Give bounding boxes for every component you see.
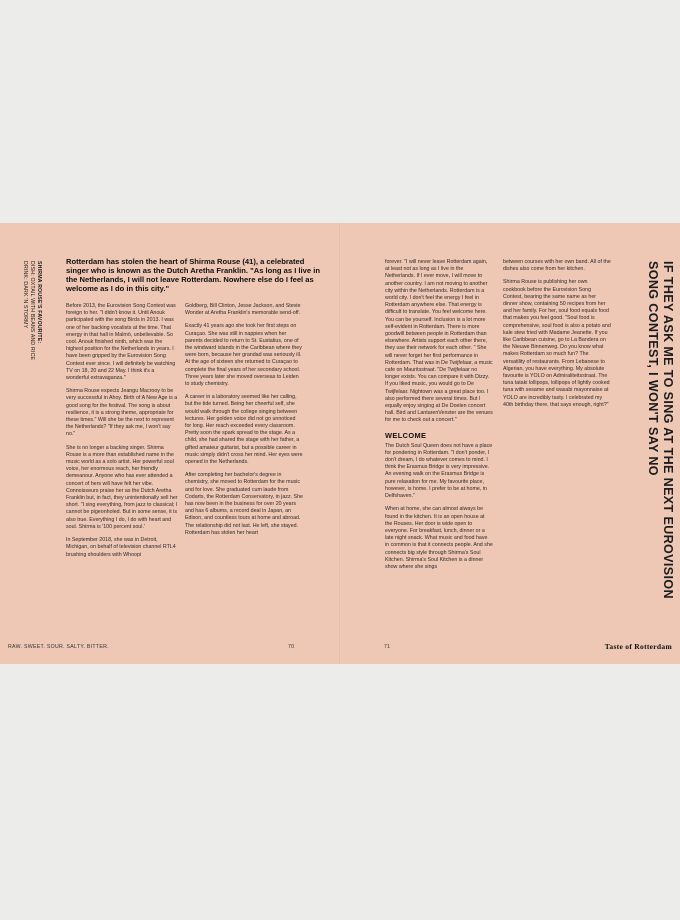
- brand-logo: Taste of Rotterdam: [604, 642, 672, 651]
- favourites-title: SHIRMA ROUSE'S FAVOURITE:: [36, 261, 42, 344]
- page-gutter: [339, 223, 341, 664]
- paragraph: After completing her bachelor's degree in chemistry, she moved to Rotterdam for the music and for love. She graduated cum laude from Codarts, the Rotterdam Conservatory, in jazz. She has now been in the business for over 20 years and has 6 albums, a record deal in Japan, an Edison, and countless tours at home and abroad. The relationship did not last. He left, she stayed. Rotterdam has stolen her heart: [185, 472, 303, 536]
- magazine-spread: [0, 223, 680, 664]
- paragraph: The Dutch Soul Queen does not have a place for pondering in Rotterdam. "I don't ponder, I don't dream, I do whatever comes to mind. I think the Erasmus Bridge is very impressive. An evening walk on the Erasmus Bridge is pure relaxation for me. My favourite place, however, is home. I prefer to be at home, in Delfshaven.": [385, 442, 493, 500]
- headline-text: IF THEY ASK ME TO SING AT THE NEXT EUROVISION SONG CONTEST, I WON'T SAY NO: [646, 261, 675, 599]
- article-column-2: [185, 303, 303, 543]
- page-number-left: 70: [288, 644, 295, 650]
- favourites-sidebar: [6, 261, 42, 591]
- paragraph: A career in a laboratory seemed like her calling, but the tide turned. Being her cheerful self, she would walk through the college singing between lectures. Her golden voice did not go unnoticed for long. Her reach exceeded every classroom. Pretty soon the spark spread to the stage. As a child, she had shared the stage with her father, a gifted amateur guitarist, but a possible career in music simply didn't cross her mind. Her eyes were opened in the Netherlands.: [185, 394, 303, 466]
- article-headline: [625, 261, 675, 631]
- article-column-3: [385, 259, 493, 577]
- paragraph: In September 2018, she was in Detroit, Michigan, on behalf of television channel RTL4 brushing shoulders with Whoopi: [66, 537, 176, 558]
- paragraph: forever. "I will never leave Rotterdam again, at least not as long as I live in the Netherlands. If I ever move, I will move to another country. I am not moving to another city within the Netherlands. Rotterdam is a world city. I don't feel the energy I feel in Rotterdam anywhere else. That energy is difficult to translate. You feel welcome here. You can be yourself. Inclusion is a lot more self-evident in Rotterdam. There is more goodwill between people in Rotterdam than elsewhere. Artists support each other there, they use their network for each other. " She will never forget her first performance in Rotterdam. That was in De Twijfelaar, a music cafe on Mauritsstraat. "De Twijfelaar no longer exists. You can compare it with Dizzy. If you liked music, you would go to De Twijfelaar. Nightown was a great place too. I also performed there several times. But I equally enjoy singing at De Doelen concert hall. Bird and LantarenVenster are the venues for me to check out a concert.": [385, 259, 493, 424]
- footer-tagline: RAW. SWEET. SOUR. SALTY. BITTER.: [8, 644, 109, 650]
- paragraph: between courses with her own band. All of the dishes also come from her kitchen.: [503, 259, 611, 273]
- paragraph: Goldberg, Bill Clinton, Jesse Jackson, and Stevie Wonder at Aretha Franklin's memorable send-off.: [185, 303, 301, 317]
- paragraph: Shirma Rouse expects Jeangu Macrooy to be very successful in Ahoy. Birth of A New Age is a good song for the festival. The song is about resilience, it is a strong theme, appropriate for these times." Will she be the next to represent the Netherlands? "If they ask me, I won't say no.": [66, 388, 178, 438]
- article-column-1: [66, 303, 178, 565]
- paragraph: Shirma Rouse is publishing her own cookbook before the Eurovision Song Contest, bearing the same name as her dinner show, containing 50 recipes from her and her family. For her, soul food equals food that makes you feel good. "Soul food is comprehensive, soul food is also a potato and kale stew fried with Madame Jeanette. If you like Caribbean cuisine, go to La Bandera on the Nieuwe Binnenweg. Do you know what makes Rotterdam so much fun? The versatility of restaurants. From Lebanese to Algerian, you have everything. My absolute favourite is YOLO on Admiraliteitsstraat. The tuna tataki lollipops, lollipops of lightly cooked tuna with sesame and wasabi mayonnaise at YOLO are incredibly tasty. I celebrated my 40th birthday there, that says enough, right?": [503, 279, 611, 408]
- paragraph: When at home, she can almost always be found in the kitchen. It is an open house at the Rouses. Her door is wide open to everyone. For breakfast, lunch, dinner or a late night snack. What music and food have in common is that it connects people. And she connects big style through Shirma's Soul Kitchen. Shirma's Soul Kitchen is a dinner show where she sings: [385, 506, 493, 570]
- article-lead: Rotterdam has stolen the heart of Shirma Rouse (41), a celebrated singer who is known as the Dutch Aretha Franklin. "As long as I live in the Netherlands, I will not leave Rotterdam. Nowhere else do I feel as welcome as I do in this city.": [66, 257, 320, 293]
- paragraph: Before 2013, the Eurovision Song Contest was foreign to her. "I didn't know it. Until Anouk participated with the song Birds in 2013. I was one of her backing vocalists at the time. That energy in that hall in Malmö, unbelievable. So cool. Anouk finished ninth, which was the highest position for the Netherlands in years. I have been gripped by the Eurovision Song Contest ever since. I will definitely be watching TV on 18, 20 and 22 May. I think it's a wonderful extravaganza.": [66, 303, 176, 382]
- favourite-dish: DISH: OXTAIL WITH BEANS AND RICE: [29, 261, 35, 361]
- page-number-right: 71: [384, 644, 391, 650]
- favourite-drink: DRINK: DARK 'N STORMY: [22, 261, 28, 329]
- article-column-4: [503, 259, 611, 415]
- paragraph: She is no longer a backing singer. Shirma Rouse is a more than established name in the music world as a solo artist. Her powerful soul voice, her enormous reach, her friendly demeanour. Anyone who has ever attended a concert of hers will have felt her vibe. Connoisseurs praise her as the Dutch Aretha Franklin but, in fact, they unintentionally sell her short. "I sing everything, from jazz to classical; I cannot be pigeonholed. But in some sense, it is also true. Everything I do, I do with heart and soul. Shirma is '100 percent soul.': [66, 444, 178, 530]
- section-heading: WELCOME: [385, 430, 427, 440]
- paragraph: Exactly 41 years ago she took her first steps on Curaçao. She was still in nappies when her parents decided to return to St. Eustatius, one of the windward islands in the Caribbean where they were born, because her grandad was seriously ill. At the age of sixteen she returned to Curaçao to complete the final years of her secondary school. Three years later she moved overseas to Leiden to study chemistry.: [185, 323, 302, 388]
